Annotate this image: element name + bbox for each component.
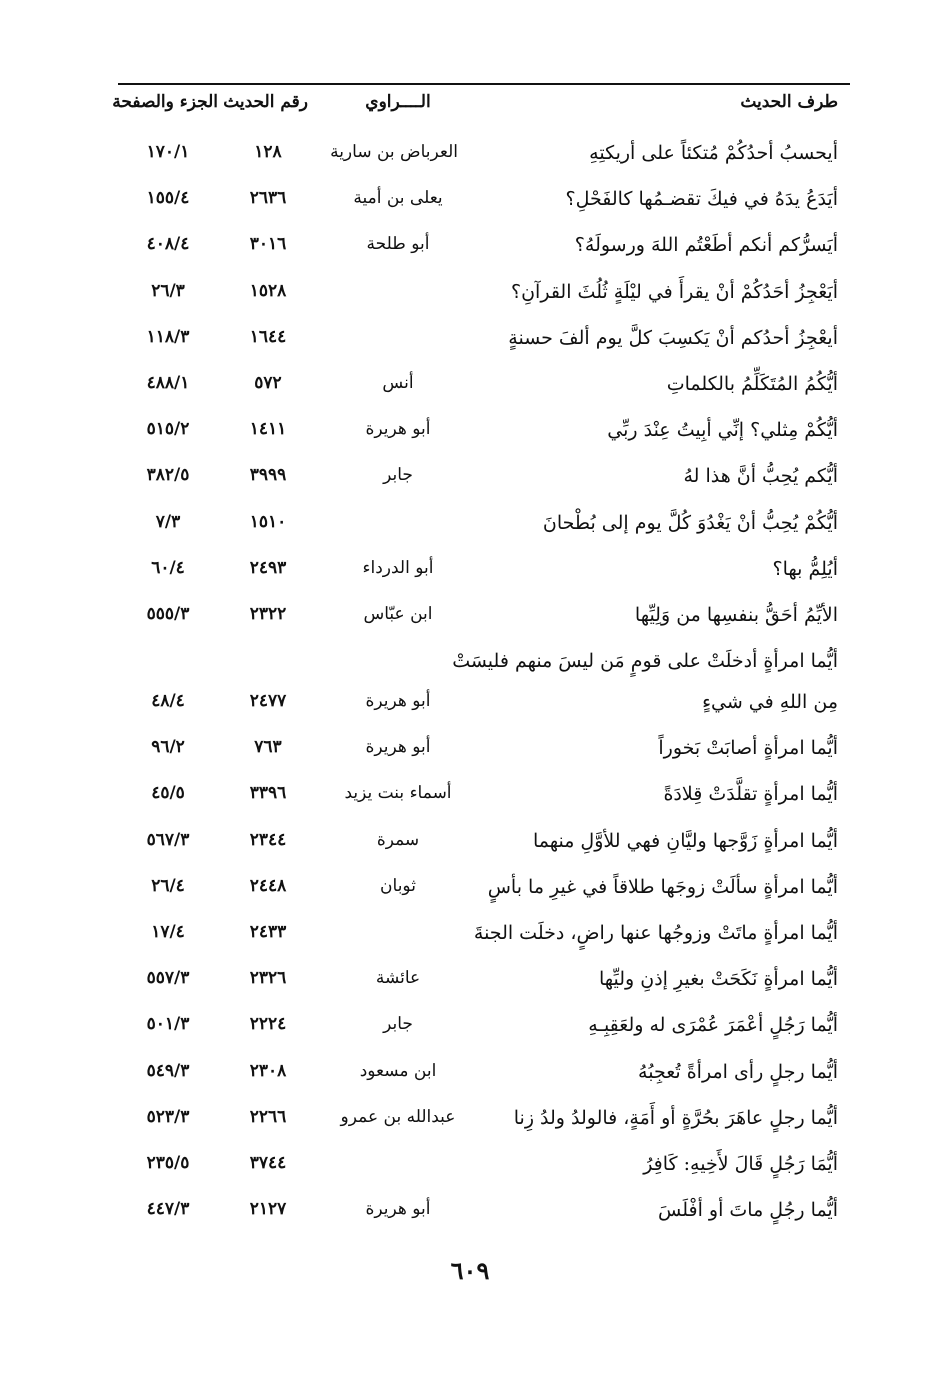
volume-page: ٥٥٥/٣ — [146, 603, 190, 624]
table-row — [118, 184, 850, 230]
hadith-number: ٢٢٦٦ — [249, 1106, 287, 1127]
table-row — [118, 461, 850, 507]
hadith-text: أيُلِمُّ بها؟ — [772, 557, 838, 580]
hadith-number: ٢٣٢٦ — [249, 968, 287, 989]
table-row — [118, 918, 850, 964]
header-rule — [118, 83, 850, 85]
hadith-number: ٢٤٤٨ — [249, 875, 287, 896]
narrator-name: أبو هريرة — [365, 1199, 431, 1220]
table-row — [118, 600, 850, 646]
hadith-number: ٣٧٤٤ — [249, 1152, 287, 1173]
hadith-number: ٢٣٤٤ — [249, 829, 287, 850]
hadith-number: ١٥١٠ — [249, 511, 287, 532]
table-row — [118, 1149, 850, 1195]
hadith-text: أيُّمَا رَجُلٍ قَالَ لأَخِيهِ: كَافِرُ — [643, 1152, 838, 1175]
narrator-name: أبو طلحة — [366, 234, 430, 255]
hadith-text: أيُّما رَجُلٍ أعْمَرَ عُمْرَى له ولعَقِبِـهِ — [588, 1014, 838, 1037]
narrator-name: جابر — [383, 465, 413, 486]
volume-page: ٤٨/٤ — [151, 691, 185, 712]
hadith-number: ٧٦٣ — [254, 737, 282, 758]
narrator-name: عائشة — [375, 968, 421, 989]
hadith-text: أيُّما امرأةٍ أدخلَتْ على قومٍ مَن ليسَ منهم فليسَتْ — [452, 650, 838, 673]
hadith-text: مِن اللهِ في شيءٍ — [702, 691, 838, 714]
table-row — [118, 646, 850, 687]
hadith-number: ١٦٤٤ — [249, 326, 287, 347]
narrator-name: جابر — [383, 1014, 413, 1035]
table-row — [118, 779, 850, 825]
hadith-number: ١٥٢٨ — [249, 280, 287, 301]
narrator-name: يعلى بن أمية — [353, 188, 443, 209]
volume-page: ٢٦/٣ — [151, 280, 185, 301]
volume-page: ٥٠١/٣ — [146, 1014, 190, 1035]
table-row — [118, 964, 850, 1010]
hadith-text: أيُّما امرأةٍ تقلَّدَتْ قِلادَةً — [663, 783, 838, 806]
volume-page: ٥٦٧/٣ — [146, 829, 190, 850]
narrator-name: ابن مسعود — [359, 1060, 437, 1081]
volume-page: ٢٣٥/٥ — [146, 1152, 190, 1173]
table-row — [118, 277, 850, 323]
hadith-index-table — [118, 138, 850, 1241]
volume-page: ٥١٥/٢ — [146, 419, 190, 440]
hadith-number: ٢٣٠٨ — [249, 1060, 287, 1081]
hadith-number: ٢٤٩٣ — [249, 557, 287, 578]
hadith-text: أيُّما امرأةٍ أصابَتْ بَخوراً — [658, 737, 838, 760]
hadith-text: أيُّما امرأةٍ زَوَّجها وليَّانِ فهي للأوَّلِ منهما — [532, 829, 838, 852]
narrator-name: أسماء بنت يزيد — [344, 783, 452, 804]
table-row — [118, 1103, 850, 1149]
volume-page: ٤٠٨/٤ — [146, 234, 190, 255]
hadith-number: ٣٩٩٩ — [249, 465, 287, 486]
hadith-text: أيُّكُمْ مِثلي؟ إنِّي أبِيتُ عِنْدَ ربِّي — [607, 419, 838, 442]
hadith-text: أيُّما رجُلٍ ماتَ أو أفْلَسَ — [658, 1199, 838, 1222]
volume-page: ٤٥/٥ — [151, 783, 185, 804]
volume-page: ١١٨/٣ — [146, 326, 190, 347]
narrator-name: سمرة — [376, 829, 420, 850]
table-header — [112, 92, 850, 122]
header-hadith: طرف الحديث — [740, 92, 838, 112]
narrator-name: أبو الدرداء — [362, 557, 434, 578]
table-row — [118, 369, 850, 415]
hadith-text: أيعْجِزُ أحدُكم أنْ يَكسِبَ كلَّ يوم ألفَ حسنةٍ — [508, 326, 838, 349]
narrator-name: أنس — [382, 372, 414, 393]
table-row — [118, 554, 850, 600]
volume-page: ٧/٣ — [155, 511, 181, 532]
table-row — [118, 826, 850, 872]
narrator-name: ابن عبّاس — [363, 603, 433, 624]
narrator-name: أبو هريرة — [365, 737, 431, 758]
hadith-text: أيُّكم يُحِبُّ أنَّ هذا لهُ — [683, 465, 838, 488]
hadith-number: ٣٣٩٦ — [249, 783, 287, 804]
page-number: ٦٠٩ — [450, 1256, 490, 1285]
hadith-number: ٢٦٣٦ — [249, 188, 287, 209]
volume-page: ١٧/٤ — [151, 922, 185, 942]
narrator-name: عبدالله بن عمرو — [340, 1106, 456, 1127]
hadith-text: أيَعْجِزُ أحَدُكُمْ أنْ يقرأَ في ليْلَةٍ ثُلُثَ القرآنِ؟ — [511, 280, 838, 303]
table-row — [118, 323, 850, 369]
table-row — [118, 230, 850, 276]
header-number: رقم الحديث — [223, 92, 308, 112]
narrator-name: أبو هريرة — [365, 691, 431, 712]
table-row — [118, 415, 850, 461]
hadith-text: أيُّما امرأةٍ ماتَتْ وزوجُها عنها راضٍ، دخلَت الجنةَ — [473, 922, 838, 944]
narrator-name: أبو هريرة — [365, 419, 431, 440]
hadith-number: ٥٧٢ — [254, 372, 282, 393]
table-row — [118, 1195, 850, 1241]
hadith-text: أيُّما امرأةٍ نَكَحَتْ بغيرِ إذنِ وليِّها — [598, 968, 838, 991]
table-row — [118, 733, 850, 779]
volume-page: ١٥٥/٤ — [146, 188, 190, 209]
table-row — [118, 1010, 850, 1056]
hadith-number: ١٤١١ — [249, 419, 287, 440]
table-row — [118, 872, 850, 918]
volume-page: ٤٤٧/٣ — [146, 1199, 190, 1220]
table-row — [118, 1057, 850, 1103]
hadith-text: أيُّما امرأةٍ سألَتْ زوجَها طلاقاً في غيرِ ما بأسٍ — [487, 875, 838, 898]
volume-page: ٥٤٩/٣ — [146, 1060, 190, 1081]
hadith-text: أيُّكُمُ المُتَكَلِّمُ بالكلماتِ — [666, 372, 838, 395]
header-volume-page: الجزء والصفحة — [112, 92, 218, 112]
header-narrator: الــــراوي — [365, 92, 431, 112]
narrator-name: العرباض بن سارية — [330, 142, 458, 162]
table-row — [118, 687, 850, 733]
volume-page: ٥٢٣/٣ — [146, 1106, 190, 1127]
narrator-name: ثوبان — [380, 875, 416, 896]
hadith-text: أيحسبُ أحدُكُمْ مُتكئاً على أريكتِهِ — [589, 142, 838, 164]
volume-page: ٦٠/٤ — [151, 557, 185, 578]
volume-page: ٤٨٨/١ — [146, 372, 190, 393]
hadith-text: الأيِّمُ أحَقُّ بنفسِها من وَلِيِّها — [634, 603, 838, 626]
volume-page: ٢٦/٤ — [151, 875, 185, 896]
hadith-text: أيُّكُمْ يُحِبُّ أنْ يَغْدُوَ كُلَّ يوم إلى بُطْحانَ — [542, 511, 838, 534]
volume-page: ٣٨٢/٥ — [146, 465, 190, 486]
table-row — [118, 138, 850, 184]
hadith-text: أيَسرُّكم أنكم أطَعْتُم اللهَ ورسولَهُ؟ — [574, 234, 838, 257]
hadith-number: ٢٢٢٤ — [249, 1014, 287, 1035]
hadith-number: ٢٤٧٧ — [249, 691, 287, 712]
volume-page: ٩٦/٢ — [151, 737, 185, 758]
hadith-text: أيُّما رجلٍ عاهَرَ بحُرَّةٍ أو أَمَةٍ، فالولدُ ولدُ زِنا — [513, 1106, 838, 1129]
hadith-number: ٢١٢٧ — [249, 1199, 287, 1220]
volume-page: ٥٥٧/٣ — [146, 968, 190, 989]
volume-page: ١٧٠/١ — [146, 142, 190, 162]
hadith-text: أيُّما رجلٍ رأى امرأةً تُعجِبُهُ — [638, 1060, 838, 1083]
hadith-text: أيَدَعُ يدَهُ في فيكَ تقضـمُها كالفَحْلِ؟ — [565, 188, 838, 211]
table-row — [118, 508, 850, 554]
hadith-number: ١٢٨ — [254, 142, 282, 162]
hadith-number: ٢٣٢٢ — [249, 603, 287, 624]
hadith-number: ٣٠١٦ — [249, 234, 287, 255]
hadith-number: ٢٤٣٣ — [249, 922, 287, 942]
